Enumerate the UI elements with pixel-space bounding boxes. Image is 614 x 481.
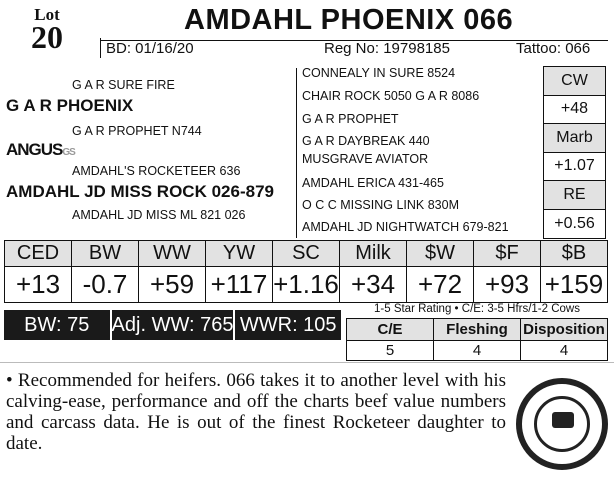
star-rating-caption: 1-5 Star Rating • C/E: 3-5 Hfrs/1-2 Cows [374,303,580,315]
star-header: Fleshing [434,319,521,341]
pedigree-right-7: AMDAHL JD NIGHTWATCH 679-821 [302,220,509,234]
epd-header: $B [541,241,608,267]
angus-logo: ANGUSGS [6,140,75,159]
star-value: 4 [434,341,521,361]
lot-number: 20 [31,19,63,55]
epd-value-row [5,267,608,303]
epd-header: BW [72,241,139,267]
section-separator [0,362,614,363]
epd-value: +59 [139,267,206,303]
pedigree-divider [296,68,297,238]
epd-header: $F [474,241,541,267]
registration-number: Reg No: 19798185 [324,40,450,57]
sire-dam: G A R PROPHET N744 [72,124,202,138]
epd-header-row [5,241,608,267]
re-label: RE [544,181,605,210]
animal-name: AMDAHL PHOENIX 066 [184,4,514,36]
tattoo: Tattoo: 066 [516,40,591,57]
star-header: Disposition [521,319,608,341]
cw-label: CW [544,67,605,96]
birth-weight: BW: 75 [4,310,112,340]
star-header: C/E [347,319,434,341]
sire-sire: G A R SURE FIRE [72,78,175,92]
carcass-epd-box [543,66,606,239]
epd-header: $W [407,241,474,267]
marb-value: +1.07 [544,153,605,182]
epd-header: SC [273,241,340,267]
star-rating-table [346,318,608,361]
birth-date: BD: 01/16/20 [106,40,194,57]
pedigree-right-2: G A R PROPHET [302,112,399,126]
re-value: +0.56 [554,214,595,232]
cow-icon [552,412,574,428]
epd-value: +13 [5,267,72,303]
pedigree-right-3: G A R DAYBREAK 440 [302,134,430,148]
epd-value: +93 [474,267,541,303]
epd-value: -0.7 [72,267,139,303]
dam-sire: AMDAHL'S ROCKETEER 636 [72,164,241,178]
pedigree-right-5: AMDAHL ERICA 431-465 [302,176,444,190]
description: • Recommended for heifers. 066 takes it to another level with his calving-ease, performance and off the charts beef value numbers and carcass data. He is out of the finest Rocketeer daughter to date. [6,370,506,454]
actual-measures-bar [4,310,341,340]
header-vertical-divider [100,38,101,58]
lot-box [6,5,88,55]
epd-header: YW [206,241,273,267]
pedigree-right-0: CONNEALY IN SURE 8524 [302,66,456,80]
sire: G A R PHOENIX [6,96,134,115]
dam-dam: AMDAHL JD MISS ML 821 026 [72,208,246,222]
marb-label: Marb [544,124,605,153]
star-value: 4 [521,341,608,361]
epd-header: Milk [340,241,407,267]
epd-value: +159 [541,267,608,303]
epd-value: +34 [340,267,407,303]
epd-header: WW [139,241,206,267]
dam: AMDAHL JD MISS ROCK 026-879 [6,182,274,201]
pedigree-right-6: O C C MISSING LINK 830M [302,198,459,212]
weaning-weight-ratio: WWR: 105 [239,313,337,336]
cw-value: +48 [544,96,605,125]
epd-header: CED [5,241,72,267]
pedigree-right-4: MUSGRAVE AVIATOR [302,152,429,166]
seal-icon [516,378,608,470]
adjusted-weaning-weight: Adj. WW: 765 [112,310,236,340]
epd-value: +72 [407,267,474,303]
lot-label: Lot [34,5,60,24]
epd-value: +1.16 [273,267,340,303]
epd-table [4,240,608,303]
epd-value: +117 [206,267,273,303]
pedigree-right-1: CHAIR ROCK 5050 G A R 8086 [302,89,480,103]
star-value: 5 [347,341,434,361]
